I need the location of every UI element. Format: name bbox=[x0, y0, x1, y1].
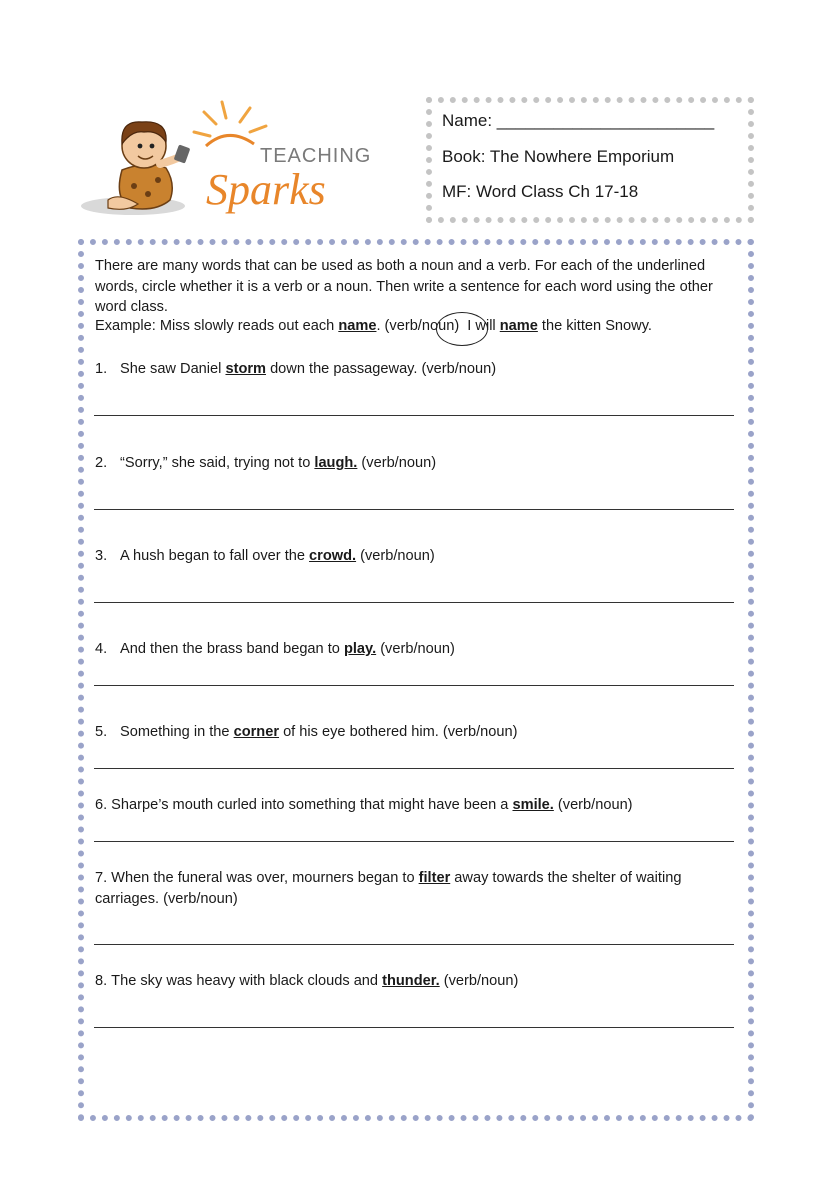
answer-line-1[interactable] bbox=[94, 415, 734, 416]
question-text-end: (verb/noun) bbox=[356, 548, 435, 564]
question-7 bbox=[95, 868, 745, 909]
question-text: The sky was heavy with black clouds and bbox=[111, 973, 383, 989]
question-text: Sharpe’s mouth curled into something that might have been a bbox=[111, 797, 513, 813]
answer-line-8[interactable] bbox=[94, 1027, 734, 1028]
teaching-sparks-logo bbox=[78, 100, 398, 222]
example-word-2: name bbox=[499, 318, 538, 334]
question-1 bbox=[95, 359, 745, 380]
question-text: Something in the bbox=[120, 724, 234, 740]
question-text-end: (verb/noun) bbox=[357, 455, 437, 471]
question-number: 7. bbox=[95, 870, 108, 886]
caveman-mascot-icon bbox=[78, 100, 398, 222]
answer-line-2[interactable] bbox=[94, 509, 734, 510]
question-2 bbox=[95, 453, 745, 474]
question-number: 2. bbox=[95, 455, 108, 471]
example-pre: Example: Miss slowly reads out each bbox=[95, 318, 339, 334]
question-4 bbox=[95, 639, 745, 660]
target-word[interactable]: smile. bbox=[512, 797, 554, 813]
question-text-end: (verb/noun) bbox=[376, 641, 455, 657]
worksheet-panel bbox=[78, 239, 754, 1121]
question-6 bbox=[95, 795, 745, 816]
question-number: 6. bbox=[95, 797, 108, 813]
example-word: name bbox=[338, 318, 377, 334]
mf-title: MF: Word Class Ch 17-18 bbox=[442, 182, 639, 201]
question-text-end: (verb/noun) bbox=[553, 797, 633, 813]
answer-line-7[interactable] bbox=[94, 944, 734, 945]
question-8 bbox=[95, 971, 745, 992]
example-circle-mark bbox=[436, 312, 488, 346]
instructions: There are many words that can be used as both a noun and a verb. For each of the underlined words, circle whether it is a verb or a noun. Then write a sentence for each word using the other word class. bbox=[95, 258, 713, 316]
question-3 bbox=[95, 546, 745, 567]
answer-line-5[interactable] bbox=[94, 768, 734, 769]
target-word[interactable]: play. bbox=[343, 641, 377, 657]
logo-sparks-text: Sparks bbox=[206, 165, 326, 214]
question-text-end: down the passageway. (verb/noun) bbox=[266, 361, 497, 377]
question-number: 3. bbox=[95, 548, 108, 564]
logo-teaching-text: TEACHING bbox=[260, 145, 372, 167]
answer-line-4[interactable] bbox=[94, 685, 734, 686]
target-word[interactable]: storm bbox=[225, 361, 267, 377]
student-info-box bbox=[426, 97, 754, 223]
target-word[interactable]: corner bbox=[233, 724, 280, 740]
question-number: 4. bbox=[95, 641, 108, 657]
name-field-label[interactable]: Name: _______________________ bbox=[442, 111, 715, 130]
answer-line-6[interactable] bbox=[94, 841, 734, 842]
question-number: 1. bbox=[95, 361, 108, 377]
target-word[interactable]: laugh. bbox=[314, 455, 358, 471]
target-word[interactable]: crowd. bbox=[309, 548, 357, 564]
question-text: She saw Daniel bbox=[120, 361, 226, 377]
question-text-end: (verb/noun) bbox=[439, 973, 519, 989]
question-text: And then the brass band began to bbox=[120, 641, 344, 657]
question-5 bbox=[95, 722, 745, 743]
example-mid: . (verb/noun) I will bbox=[376, 318, 500, 334]
question-text: When the funeral was over, mourners began to bbox=[111, 870, 419, 886]
answer-line-3[interactable] bbox=[94, 602, 734, 603]
target-word[interactable]: thunder. bbox=[382, 973, 440, 989]
question-text-end: of his eye bothered him. (verb/noun) bbox=[279, 724, 518, 740]
question-number: 5. bbox=[95, 724, 108, 740]
target-word[interactable]: filter bbox=[418, 870, 451, 886]
example-post: the kitten Snowy. bbox=[537, 318, 652, 334]
question-text-end: away towards the shelter of waiting carriages. (verb/noun) bbox=[95, 870, 682, 907]
example-line bbox=[95, 318, 652, 334]
question-text: A hush began to fall over the bbox=[120, 548, 310, 564]
book-title: Book: The Nowhere Emporium bbox=[442, 147, 675, 166]
question-text: “Sorry,” she said, trying not to bbox=[120, 455, 315, 471]
question-number: 8. bbox=[95, 973, 108, 989]
